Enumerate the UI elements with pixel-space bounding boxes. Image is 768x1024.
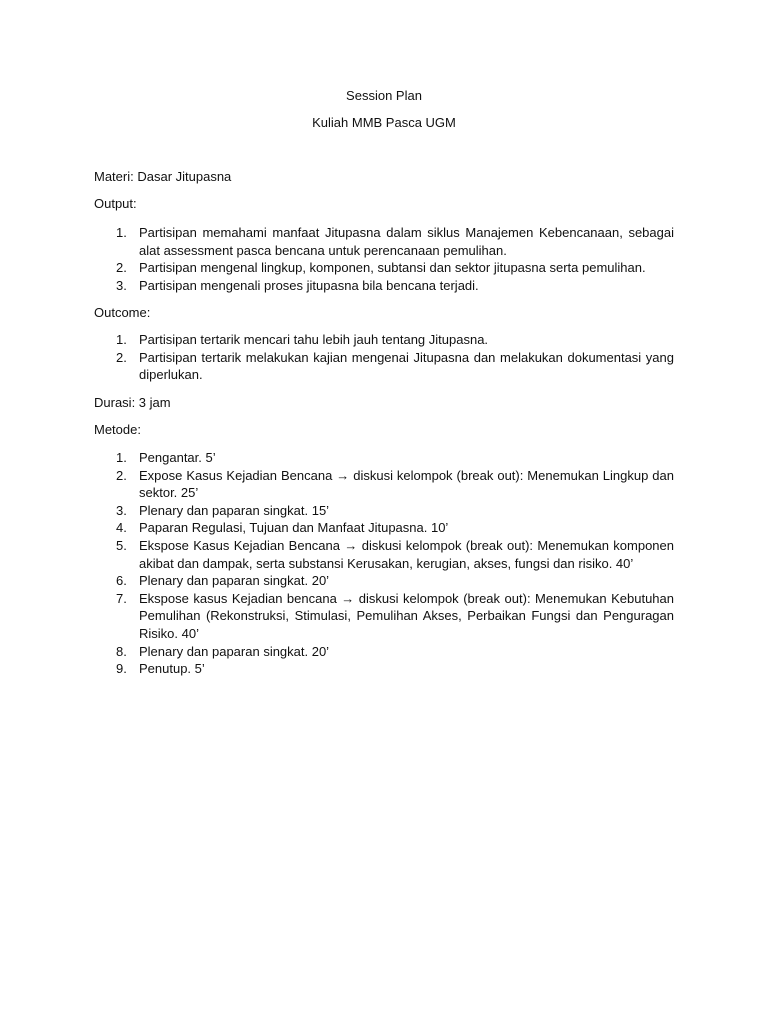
- outcome-item: [94, 349, 674, 384]
- metode-item: [94, 660, 674, 678]
- list-text: Partisipan memahami manfaat Jitupasna dalam siklus Manajemen Kebencanaan, sebagai alat assessment pasca bencana untuk perencanaan pemulihan.: [139, 225, 674, 258]
- list-number: 1.: [116, 450, 127, 465]
- list-number: 2.: [116, 260, 127, 276]
- document-subtitle: Kuliah MMB Pasca UGM: [312, 115, 456, 130]
- list-text: Pengantar. 5’: [139, 450, 216, 465]
- list-number: 8.: [116, 643, 127, 659]
- outcome-item: [94, 331, 674, 349]
- list-text: Partisipan tertarik melakukan kajian mengenai Jitupasna dan melakukan dokumentasi yang diperlukan.: [139, 349, 674, 383]
- list-text: Plenary dan paparan singkat. 20’: [139, 643, 330, 659]
- outcome-heading: Outcome:: [94, 305, 151, 320]
- metode-item: [94, 467, 674, 502]
- output-heading: Output:: [94, 196, 137, 211]
- list-number: 2.: [116, 467, 127, 483]
- list-number: 2.: [116, 349, 127, 365]
- list-number: 4.: [116, 520, 127, 536]
- document-title: Session Plan: [346, 88, 422, 103]
- output-item: [94, 224, 674, 259]
- metode-list: [94, 449, 674, 678]
- list-text: Paparan Regulasi, Tujuan dan Manfaat Jitupasna. 10’: [139, 520, 449, 536]
- list-text: Ekspose kasus Kejadian bencana → diskusi kelompok (break out): Menemukan Kebutuhan Pemulihan (Rekonstruksi, Stimulasi, Pemulihan Akses, Perbaikan Fungsi dan Penguragan Risiko. 40’: [139, 590, 674, 641]
- metode-item: [94, 449, 674, 467]
- list-text: Plenary dan paparan singkat. 15’: [139, 502, 330, 518]
- metode-item: [94, 502, 674, 520]
- list-number: 7.: [116, 590, 127, 606]
- metode-item: [94, 590, 674, 643]
- materi-line: Materi: Dasar Jitupasna: [94, 169, 232, 184]
- list-text: Ekspose Kasus Kejadian Bencana → diskusi kelompok (break out): Menemukan komponen akibat dan dampak, serta substansi Kerusakan, kerugian, akses, fungsi dan risiko. 40’: [139, 537, 674, 571]
- durasi-line: Durasi: 3 jam: [94, 395, 171, 410]
- list-text: Partisipan mengenal lingkup, komponen, subtansi dan sektor jitupasna serta pemulihan.: [139, 260, 646, 276]
- list-number: 9.: [116, 661, 127, 677]
- metode-item: [94, 537, 674, 572]
- outcome-list: [94, 331, 674, 384]
- output-item: [94, 277, 674, 295]
- list-number: 3.: [116, 277, 127, 293]
- list-number: 5.: [116, 537, 127, 553]
- metode-heading: Metode:: [94, 422, 141, 437]
- metode-item: [94, 519, 674, 537]
- metode-item: [94, 643, 674, 661]
- list-text: Plenary dan paparan singkat. 20’: [139, 573, 330, 589]
- list-text: Partisipan tertarik mencari tahu lebih jauh tentang Jitupasna.: [139, 332, 489, 347]
- metode-item: [94, 572, 674, 590]
- list-text: Partisipan mengenali proses jitupasna bila bencana terjadi.: [139, 277, 479, 293]
- list-number: 1.: [116, 332, 127, 347]
- output-item: [94, 259, 674, 277]
- list-number: 6.: [116, 573, 127, 589]
- list-text: Expose Kasus Kejadian Bencana → diskusi kelompok (break out): Menemukan Lingkup dan sektor. 25’: [139, 467, 674, 501]
- output-list: [94, 224, 674, 294]
- list-number: 1.: [116, 225, 127, 240]
- list-number: 3.: [116, 502, 127, 518]
- list-text: Penutup. 5’: [139, 661, 205, 677]
